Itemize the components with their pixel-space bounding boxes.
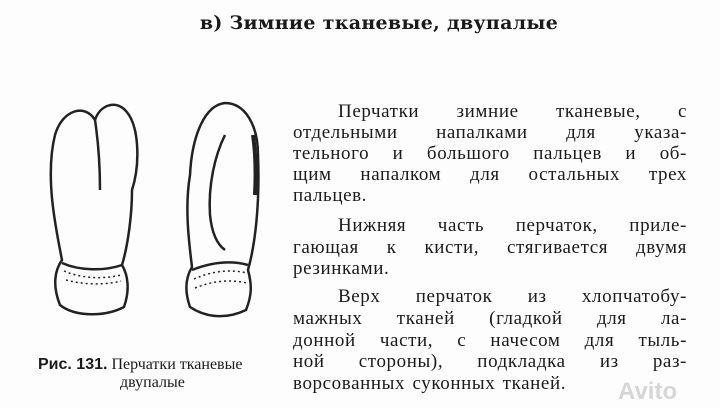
text-line: Нижняя часть перчаток, приле- bbox=[338, 215, 687, 236]
text-line: Перчатки зимние тканевые, с bbox=[338, 101, 687, 122]
text-line: ворсованных суконных тканей. bbox=[293, 373, 567, 394]
avito-watermark: Avito bbox=[618, 378, 678, 405]
text-line: донной части, с начесом для тыль- bbox=[293, 330, 687, 351]
text-line: отдельными напалками для указа- bbox=[293, 122, 687, 143]
caption-line-1: Перчатки тканевые bbox=[111, 356, 243, 373]
text-line: гающая к кисти, стягивается двумя bbox=[293, 237, 687, 258]
section-heading: в) Зимние тканевые, двупалые bbox=[199, 12, 559, 34]
figure-label: Рис. 131. bbox=[38, 356, 108, 373]
text-line: тельного и большого пальцев и об- bbox=[293, 143, 687, 164]
text-line: резинками. bbox=[293, 258, 390, 279]
caption-line-2: двупалые bbox=[120, 374, 185, 391]
text-line: мажных тканей (гладкой для ла- bbox=[293, 308, 687, 329]
text-line: Верх перчаток из хлопчатобу- bbox=[338, 286, 687, 307]
mittens-illustration bbox=[0, 95, 290, 330]
text-line: пальцев. bbox=[293, 185, 368, 206]
text-line: ной стороны), подкладка из раз- bbox=[293, 351, 687, 372]
figure-caption bbox=[38, 356, 242, 374]
text-line: щим напалком для остальных трех bbox=[293, 164, 687, 185]
